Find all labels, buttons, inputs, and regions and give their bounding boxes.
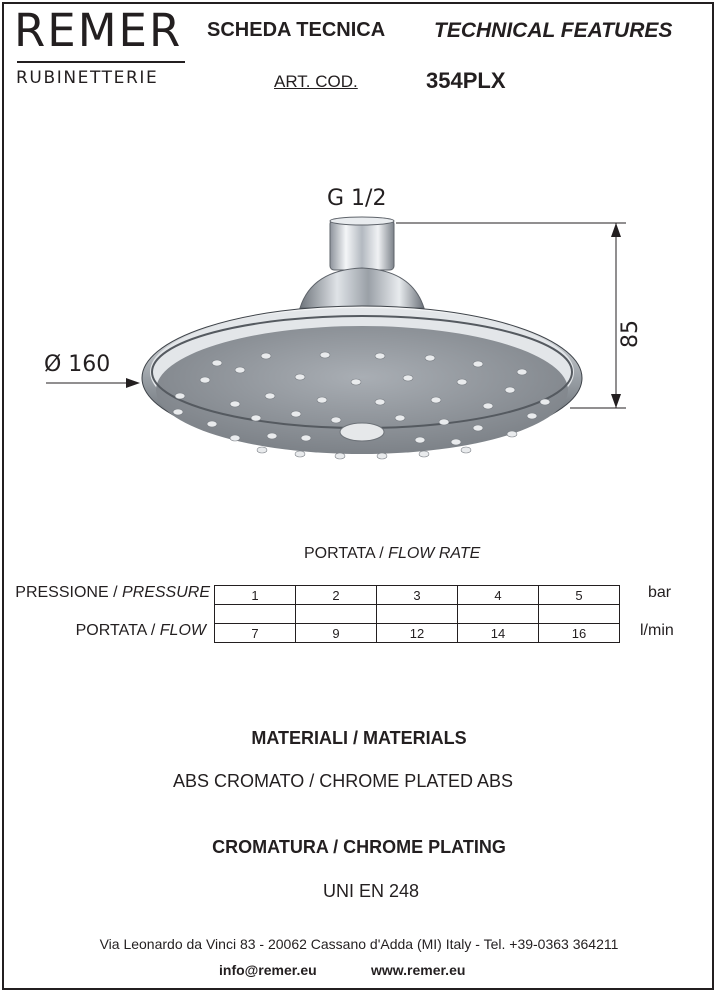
company-address: Via Leonardo da Vinci 83 - 20062 Cassano d'Adda (MI) Italy - Tel. +39-0363 364211 xyxy=(99,936,619,952)
logo-divider xyxy=(17,61,185,63)
flow-cell: 7 xyxy=(251,626,259,641)
article-code-label: ART. COD. xyxy=(274,72,358,91)
flow-row-label xyxy=(10,622,206,640)
pressure-cell: 4 xyxy=(457,586,538,604)
flow-rate-title xyxy=(304,545,480,563)
pressure-label-it: PRESSIONE / xyxy=(15,584,118,601)
flow-cell: 16 xyxy=(538,624,619,642)
flow-label-en: FLOW xyxy=(159,622,206,639)
flow-row xyxy=(214,623,620,643)
pressure-cell: 2 xyxy=(295,586,376,604)
article-code: 354PLX xyxy=(426,68,506,93)
pressure-cell: 1 xyxy=(251,588,259,603)
email-link[interactable]: info@remer.eu xyxy=(219,962,317,978)
plating-title: CROMATURA / CHROME PLATING xyxy=(212,837,506,857)
brand-subtitle: RUBINETTERIE xyxy=(16,68,159,88)
pressure-row xyxy=(214,585,620,605)
plating-value: UNI EN 248 xyxy=(322,881,420,901)
spacer-row xyxy=(214,605,620,623)
website-link[interactable]: www.remer.eu xyxy=(371,962,466,978)
pressure-unit: bar xyxy=(648,584,672,601)
flow-cell: 12 xyxy=(376,624,457,642)
thread-size-label: G 1/2 xyxy=(327,186,387,211)
flow-rate-title-it: PORTATA / xyxy=(304,545,384,562)
pressure-label-en: PRESSURE xyxy=(121,584,210,601)
flow-unit: l/min xyxy=(640,622,674,639)
height-label: 85 xyxy=(618,320,643,348)
flow-cell: 9 xyxy=(295,624,376,642)
shower-head-drawing xyxy=(0,150,718,480)
pressure-cell: 3 xyxy=(376,586,457,604)
materials-value: ABS CROMATO / CHROME PLATED ABS xyxy=(172,771,514,791)
sheet-title-en: TECHNICAL FEATURES xyxy=(434,19,673,42)
pressure-row-label xyxy=(10,584,210,602)
sheet-title-it: SCHEDA TECNICA xyxy=(207,19,386,41)
pressure-cell: 5 xyxy=(538,586,619,604)
flow-cell: 14 xyxy=(457,624,538,642)
flow-rate-title-en: FLOW RATE xyxy=(388,545,481,562)
materials-title: MATERIALI / MATERIALS xyxy=(251,728,467,748)
diameter-label: Ø 160 xyxy=(44,352,111,377)
brand-logo: REMER xyxy=(14,4,183,57)
flow-label-it: PORTATA / xyxy=(75,622,156,639)
